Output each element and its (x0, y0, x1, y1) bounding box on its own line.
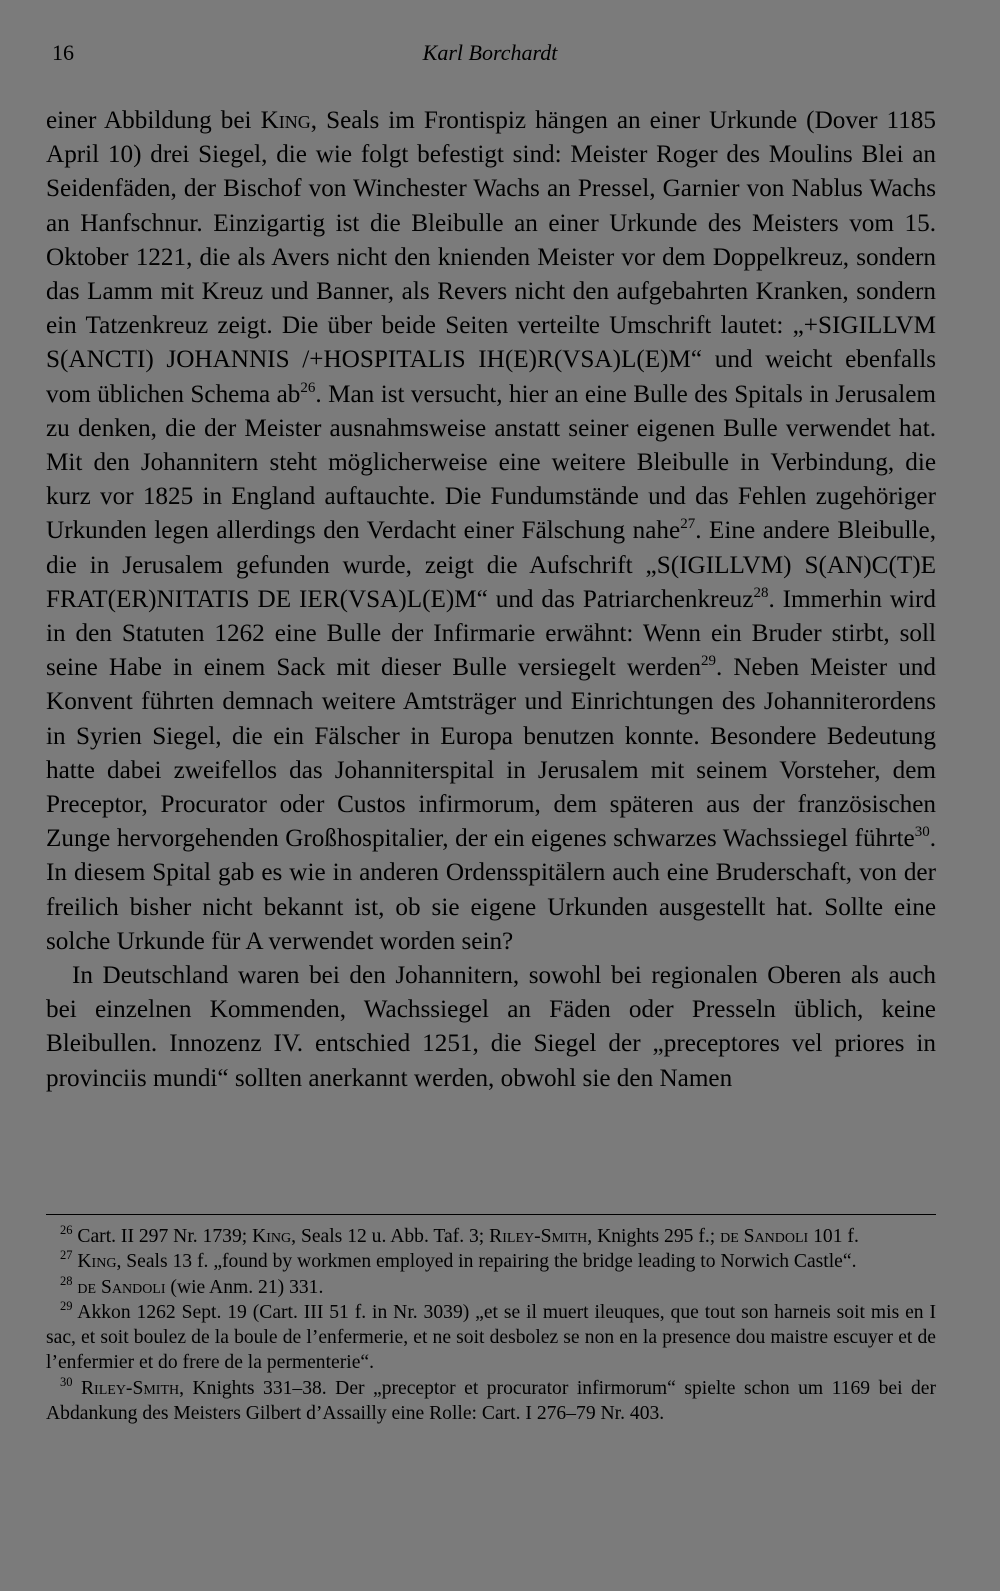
footnote-26 (46, 1224, 936, 1249)
footnote-number: 30 (60, 1374, 73, 1389)
text-run: Akkon 1262 Sept. 19 (Cart. III 51 f. in Nr. 3039) „et se il muert ileuques, que tout son harneis soit mis en I sac, et soit boulez de la boule de l’enfermerie, et ne soit desbolez se non en la presence dou maistre escuyer et de l’enfermier et do frere de la permenterie“. (46, 1301, 936, 1374)
text-run: . Neben Meister und Konvent führten demnach weitere Amtsträger und Einrichtungen des Johanniterordens in Syrien Siegel, die ein Fälscher in Europa benutzen konnte. Besondere Bedeutung hatte dabei zweifellos das Johanniterspital in Jerusalem mit seinem Vorsteher, dem Preceptor, Procurator oder Custos infirmorum, dem späteren aus der französischen Zunge hervorgehenden Großhospitalier, der ein eigenes schwarzes Wachssiegel führte (46, 654, 936, 853)
footnote-ref-30: 30 (914, 824, 930, 841)
footnotes (46, 1224, 936, 1426)
text-run: . Eine andere Bleibulle, die in Jerusalem gefunden wurde, zeigt die Aufschrift „S(IGILLVM) S(AN)C(T)E FRAT(ER)NITATIS DE IER(VSA)L(E)M“ und das Patriarchenkreuz (46, 517, 936, 613)
footnote-29 (46, 1300, 936, 1376)
text-run: . In diesem Spital gab es wie in anderen Ordensspitälern auch eine Bruderschaft, von der freilich bisher nicht bekannt ist, ob sie eigene Urkunden ausgestellt hat. Sollte eine solche Urkunde für A verwendet worden sein? (46, 825, 936, 955)
footnote-ref-28: 28 (753, 584, 769, 601)
author-name-king: King (260, 107, 311, 134)
text-run: , Seals 12 u. Abb. Taf. 3; (291, 1226, 490, 1247)
paragraph-1 (46, 104, 936, 959)
text-run: , Seals 13 f. „found by workmen employed in repairing the bridge leading to Norwich Castle“. (116, 1251, 857, 1273)
page-number: 16 (52, 40, 74, 65)
author-name-de-sandoli: de Sandoli (77, 1276, 166, 1298)
text-run: , Knights 331–38. Der „preceptor et procurator infirmorum“ spielte schon um 1169 bei der Abdankung des Meisters Gilbert d’Assailly eine Rolle: Cart. I 276–79 Nr. 403. (46, 1377, 937, 1425)
footnote-separator (46, 1214, 936, 1215)
running-head-author: Karl Borchardt (422, 40, 558, 65)
author-name-riley-smith: Riley-Smith (80, 1377, 180, 1399)
author-name-riley-smith: Riley-Smith (489, 1226, 588, 1247)
text-run: 101 f. (808, 1226, 859, 1247)
text-run: , Seals im Frontispiz hängen an einer Urkunde (Dover 1185 April 10) drei Siegel, die wie folgt befestigt sind: Meister Roger des Moulins Blei an Seidenfäden, der Bischof von Winchester Wachs an Pressel, Garnier von Nablus Wachs an Hanfschnur. Einzigartig ist die Bleibulle an einer Urkunde des Meisters vom 15. Oktober 1221, die als Avers nicht den knienden Meister vor dem Doppelkreuz, sondern das Lamm mit Kreuz und Banner, als Revers nicht den aufgebahrten Kranken, sondern ein Tatzenkreuz zeigt. Die über beide Seiten verteilte Umschrift lautet: „+SIGILLVM S(ANCTI) JOHANNIS /+HOSPITALIS IH(E)R(VSA)L(E)M“ und weicht ebenfalls vom üblichen Schema ab (46, 107, 936, 408)
text-run: Cart. II 297 Nr. 1739; (72, 1226, 253, 1247)
text-run: (wie Anm. 21) 331. (165, 1276, 324, 1298)
footnote-number: 29 (60, 1298, 73, 1313)
author-name-king: King (252, 1226, 292, 1247)
author-name-de-sandoli: de Sandoli (720, 1226, 809, 1247)
footnote-30 (46, 1376, 936, 1427)
footnote-27 (46, 1249, 936, 1274)
main-text (46, 104, 936, 1096)
paragraph-2: In Deutschland waren bei den Johannitern, sowohl bei regionalen Oberen als auch bei einzelnen Kommenden, Wachssiegel an Fäden oder Presseln üblich, keine Bleibullen. Innozenz IV. entschied 1251, die Siegel der „preceptores vel priores in provinciis mundi“ sollten anerkannt werden, obwohl sie den Namen (46, 962, 936, 1092)
footnote-ref-27: 27 (680, 516, 696, 533)
author-name-king: King (77, 1251, 117, 1273)
footnote-number: 26 (60, 1223, 73, 1237)
text-run: . Man ist versucht, hier an eine Bulle des Spitals in Jerusalem zu denken, die der Meister ausnahmsweise anstatt seiner eigenen Bulle verwendet hat. Mit den Johannitern steht möglicherweise eine weitere Bleibulle in Verbindung, die kurz vor 1825 in England auftauchte. Die Fundumstände und das Fehlen zugehöriger Urkunden legen allerdings den Verdacht einer Fälschung nahe (46, 380, 937, 545)
footnote-ref-29: 29 (701, 653, 716, 670)
text-run: , Knights 295 f.; (587, 1226, 721, 1247)
footnote-28 (46, 1275, 936, 1300)
page-header (52, 40, 928, 74)
footnote-number: 27 (60, 1248, 73, 1263)
text-run: . Immerhin wird in den Statuten 1262 eine Bulle der Infirmarie erwähnt: Wenn ein Bruder stirbt, soll seine Habe in einem Sack mit dieser Bulle versiegelt werden (46, 585, 936, 682)
text-run: einer Abbildung bei (46, 107, 261, 134)
footnote-number: 28 (60, 1273, 73, 1288)
footnote-ref-26: 26 (300, 379, 316, 396)
